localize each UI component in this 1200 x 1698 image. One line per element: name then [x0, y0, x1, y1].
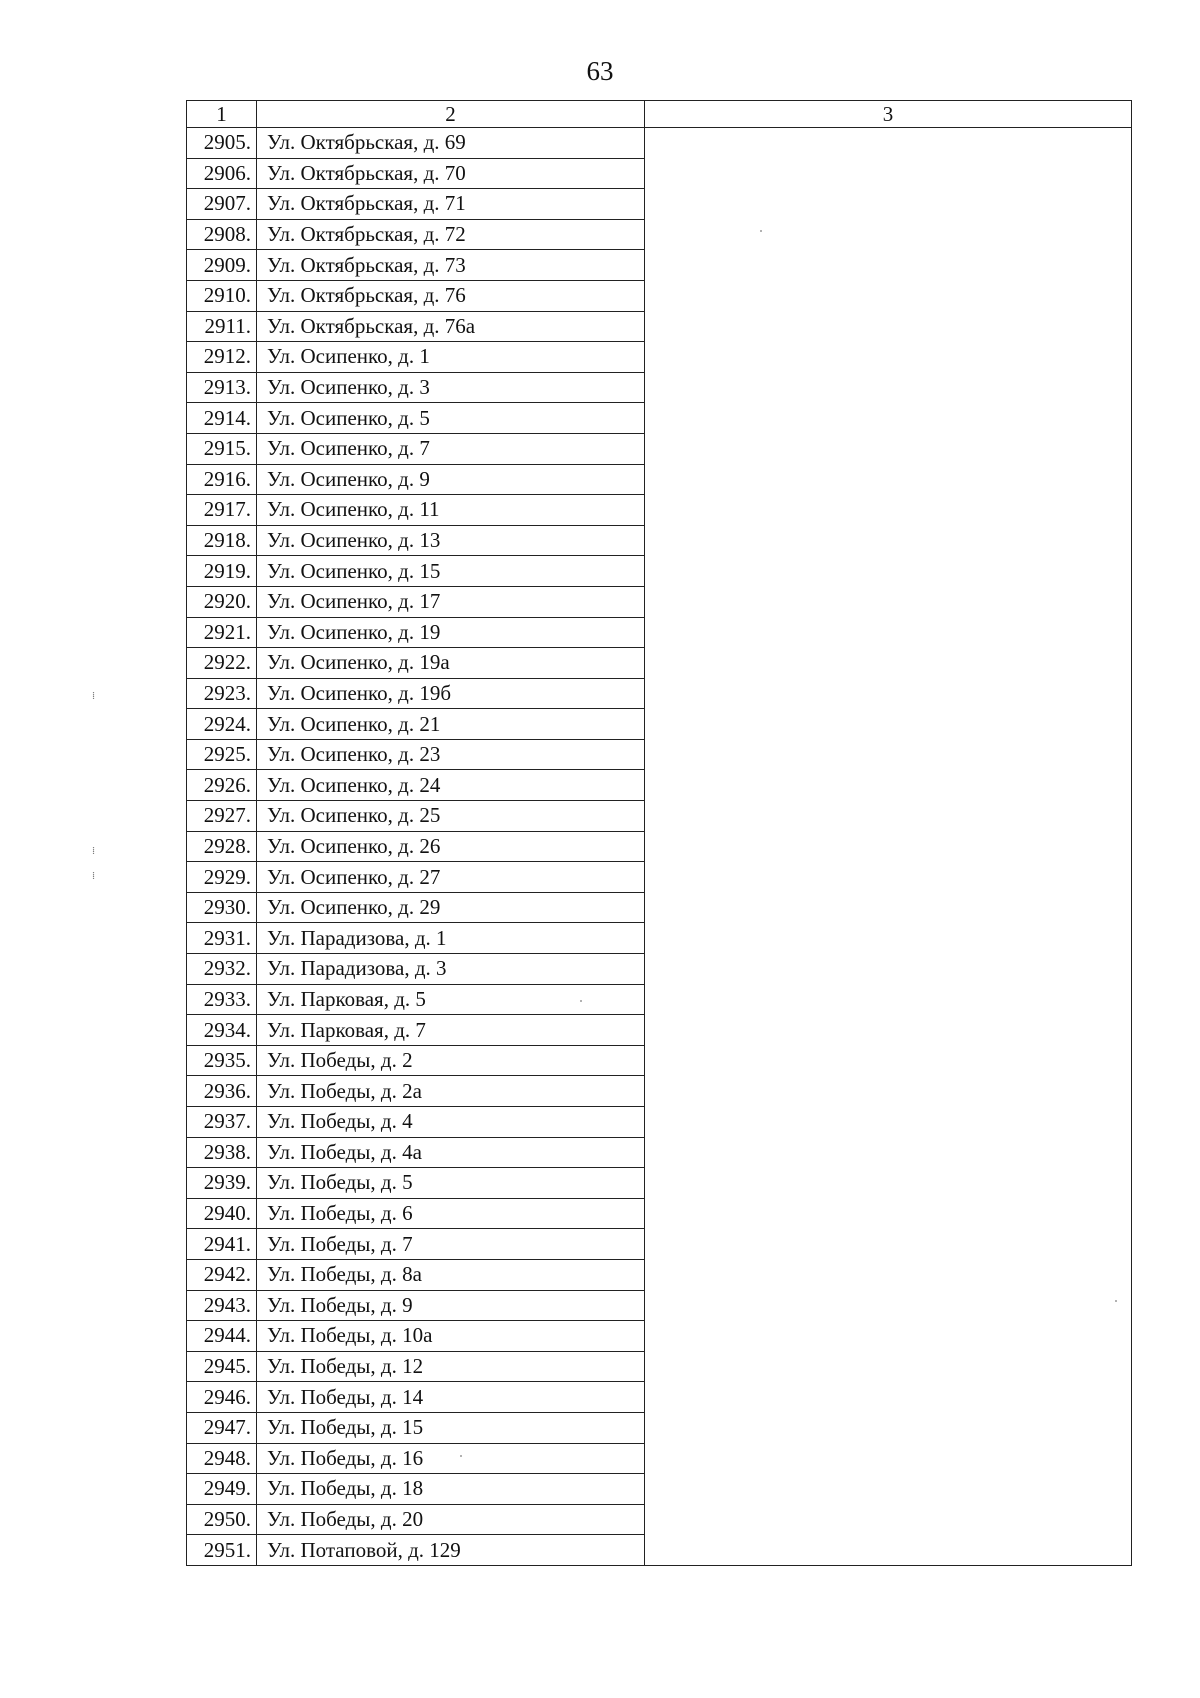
row-number: 2924. — [187, 709, 257, 740]
row-address: Ул. Победы, д. 14 — [257, 1382, 645, 1413]
row-address: Ул. Победы, д. 20 — [257, 1504, 645, 1535]
row-address: Ул. Парадизова, д. 3 — [257, 954, 645, 985]
row-address: Ул. Парковая, д. 5 — [257, 984, 645, 1015]
row-number: 2920. — [187, 586, 257, 617]
row-address: Ул. Осипенко, д. 19б — [257, 678, 645, 709]
row-address: Ул. Победы, д. 15 — [257, 1412, 645, 1443]
row-number: 2941. — [187, 1229, 257, 1260]
scan-speck — [1115, 1300, 1117, 1302]
row-number: 2945. — [187, 1351, 257, 1382]
row-address: Ул. Осипенко, д. 15 — [257, 556, 645, 587]
scan-speck — [460, 1455, 462, 1457]
row-number: 2925. — [187, 739, 257, 770]
row-number: 2934. — [187, 1015, 257, 1046]
table-header-row — [187, 101, 1132, 128]
row-number: 2923. — [187, 678, 257, 709]
row-address: Ул. Осипенко, д. 27 — [257, 862, 645, 893]
row-number: 2907. — [187, 189, 257, 220]
row-number: 2950. — [187, 1504, 257, 1535]
row-address: Ул. Победы, д. 8а — [257, 1259, 645, 1290]
row-number: 2946. — [187, 1382, 257, 1413]
row-address: Ул. Октябрьская, д. 73 — [257, 250, 645, 281]
row-number: 2911. — [187, 311, 257, 342]
page-number: 63 — [586, 56, 614, 86]
table-row — [187, 128, 1132, 159]
row-number: 2905. — [187, 128, 257, 159]
row-address: Ул. Осипенко, д. 17 — [257, 586, 645, 617]
column-header-number: 1 — [187, 101, 257, 128]
row-address: Ул. Осипенко, д. 9 — [257, 464, 645, 495]
notes-cell — [645, 128, 1132, 1566]
row-number: 2929. — [187, 862, 257, 893]
row-address: Ул. Октябрьская, д. 76а — [257, 311, 645, 342]
row-number: 2909. — [187, 250, 257, 281]
row-address: Ул. Осипенко, д. 21 — [257, 709, 645, 740]
row-address: Ул. Осипенко, д. 29 — [257, 892, 645, 923]
row-number: 2943. — [187, 1290, 257, 1321]
column-header-notes: 3 — [645, 101, 1132, 128]
row-number: 2931. — [187, 923, 257, 954]
row-address: Ул. Октябрьская, д. 71 — [257, 189, 645, 220]
row-address: Ул. Осипенко, д. 3 — [257, 372, 645, 403]
row-address: Ул. Осипенко, д. 13 — [257, 525, 645, 556]
row-number: 2949. — [187, 1474, 257, 1505]
row-address: Ул. Октябрьская, д. 69 — [257, 128, 645, 159]
row-address: Ул. Октябрьская, д. 72 — [257, 219, 645, 250]
row-number: 2935. — [187, 1045, 257, 1076]
scan-artifact: ⁞ — [92, 870, 96, 882]
row-address: Ул. Победы, д. 4а — [257, 1137, 645, 1168]
row-number: 2937. — [187, 1107, 257, 1138]
row-number: 2918. — [187, 525, 257, 556]
row-number: 2908. — [187, 219, 257, 250]
row-address: Ул. Парадизова, д. 1 — [257, 923, 645, 954]
row-address: Ул. Парковая, д. 7 — [257, 1015, 645, 1046]
row-number: 2938. — [187, 1137, 257, 1168]
column-header-address: 2 — [257, 101, 645, 128]
row-number: 2933. — [187, 984, 257, 1015]
row-address: Ул. Осипенко, д. 7 — [257, 433, 645, 464]
scan-speck — [580, 1000, 582, 1002]
table-body — [187, 128, 1132, 1566]
row-address: Ул. Победы, д. 18 — [257, 1474, 645, 1505]
row-address: Ул. Победы, д. 4 — [257, 1107, 645, 1138]
row-number: 2906. — [187, 158, 257, 189]
row-address: Ул. Осипенко, д. 23 — [257, 739, 645, 770]
scan-artifact: ⁞ — [92, 690, 96, 702]
row-number: 2942. — [187, 1259, 257, 1290]
row-number: 2915. — [187, 433, 257, 464]
scan-artifact: ⁞ — [92, 845, 96, 857]
row-address: Ул. Победы, д. 2 — [257, 1045, 645, 1076]
row-address: Ул. Осипенко, д. 25 — [257, 801, 645, 832]
scan-speck — [760, 230, 762, 232]
row-number: 2947. — [187, 1412, 257, 1443]
row-number: 2910. — [187, 280, 257, 311]
row-number: 2928. — [187, 831, 257, 862]
row-address: Ул. Победы, д. 2а — [257, 1076, 645, 1107]
row-address: Ул. Осипенко, д. 19 — [257, 617, 645, 648]
row-address: Ул. Октябрьская, д. 70 — [257, 158, 645, 189]
row-number: 2922. — [187, 648, 257, 679]
row-address: Ул. Победы, д. 5 — [257, 1168, 645, 1199]
row-address: Ул. Осипенко, д. 1 — [257, 342, 645, 373]
row-address: Ул. Победы, д. 7 — [257, 1229, 645, 1260]
row-address: Ул. Осипенко, д. 24 — [257, 770, 645, 801]
row-number: 2939. — [187, 1168, 257, 1199]
row-number: 2948. — [187, 1443, 257, 1474]
row-number: 2912. — [187, 342, 257, 373]
row-address: Ул. Победы, д. 6 — [257, 1198, 645, 1229]
row-number: 2921. — [187, 617, 257, 648]
row-number: 2926. — [187, 770, 257, 801]
row-number: 2913. — [187, 372, 257, 403]
row-number: 2936. — [187, 1076, 257, 1107]
row-number: 2917. — [187, 495, 257, 526]
row-address: Ул. Октябрьская, д. 76 — [257, 280, 645, 311]
row-address: Ул. Победы, д. 16 — [257, 1443, 645, 1474]
row-number: 2944. — [187, 1321, 257, 1352]
row-number: 2919. — [187, 556, 257, 587]
row-number: 2927. — [187, 801, 257, 832]
row-address: Ул. Осипенко, д. 5 — [257, 403, 645, 434]
row-address: Ул. Осипенко, д. 19а — [257, 648, 645, 679]
row-number: 2951. — [187, 1535, 257, 1566]
row-number: 2932. — [187, 954, 257, 985]
row-number: 2930. — [187, 892, 257, 923]
row-number: 2916. — [187, 464, 257, 495]
row-address: Ул. Потаповой, д. 129 — [257, 1535, 645, 1566]
row-address: Ул. Победы, д. 9 — [257, 1290, 645, 1321]
row-address: Ул. Победы, д. 12 — [257, 1351, 645, 1382]
row-address: Ул. Победы, д. 10а — [257, 1321, 645, 1352]
row-address: Ул. Осипенко, д. 26 — [257, 831, 645, 862]
row-number: 2940. — [187, 1198, 257, 1229]
row-address: Ул. Осипенко, д. 11 — [257, 495, 645, 526]
address-table — [186, 100, 1132, 1566]
row-number: 2914. — [187, 403, 257, 434]
